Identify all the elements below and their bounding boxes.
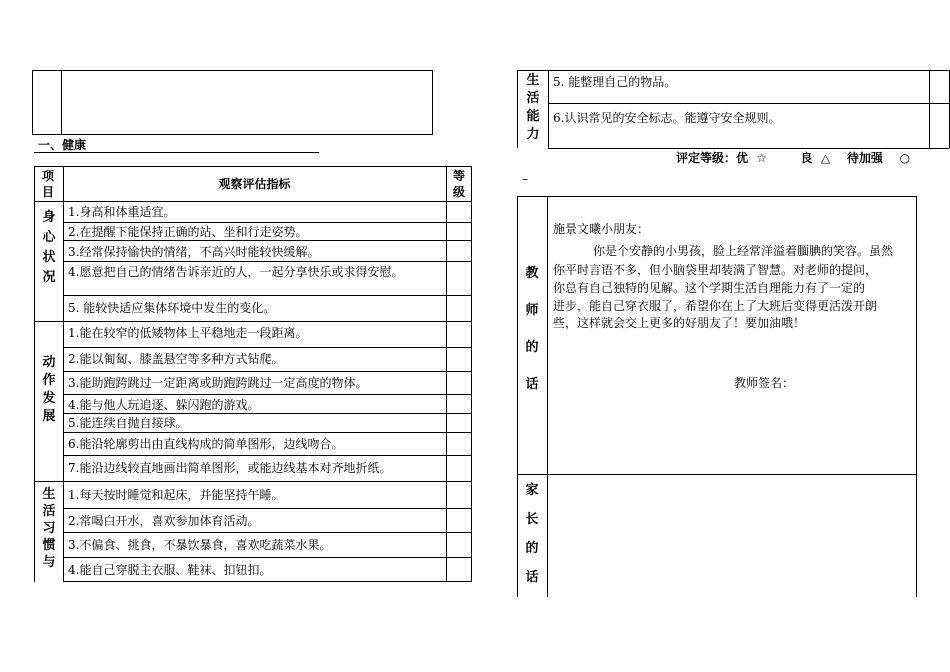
row-line [63,455,472,456]
row-line [63,508,472,509]
row-line [63,532,472,533]
header-indicator: 观察评估指标 [218,177,291,191]
health-row: 1.能在较窄的低矮物体上平稳地走一段距离。 [68,326,308,340]
teacher-body-line: 你总有自己独特的见解。这个学期生活自理能力有了一定的 [553,281,866,295]
row-line [63,413,472,414]
health-col-divider-1 [63,166,64,582]
top-empty-table [32,70,433,135]
teacher-body-line: 些，这样就会交上更多的好朋友了！要加油哦！ [553,316,806,330]
health-row: 3.能助跑跨跳过一定距离或助跑跨跳过一定高度的物体。 [68,376,368,390]
health-row: 4.愿意把自己的情绪告诉亲近的人，一起分享快乐或求得安慰。 [68,265,404,279]
row-line [63,581,472,582]
group-label-motor: 动作发展 [42,355,56,424]
life-row: 5. 能整理自己的物品。 [553,75,677,89]
top-empty-table-divider [61,70,62,135]
parent-label: 家长的话 [525,483,539,585]
health-row: 3.经常保持愉快的情绪，不高兴时能较快缓解。 [68,245,320,259]
health-row: 4.能自己穿脱主衣服、鞋袜、扣钮扣。 [68,563,272,577]
row-line [63,222,472,223]
teacher-label: 教师的话 [525,266,539,392]
row-line [63,432,472,433]
teacher-greeting: 施景文曦小朋友： [553,222,650,236]
section-title: 一、健康 [38,138,87,152]
teacher-body-line: 进步，能自己穿衣服了，希望你在上了大班后变得更活泼开朗 [553,299,878,313]
group-line [34,481,472,482]
health-header-line [34,201,472,202]
group-line [34,321,472,322]
row-line [63,261,472,262]
health-row: 2.常喝白开水，喜欢参加体育活动。 [68,514,260,528]
health-row: 3.不偏食、挑食，不暴饮暴食，喜欢吃蔬菜水果。 [68,538,332,552]
health-row: 2.在提醒下能保持正确的站、坐和行走姿势。 [68,225,308,239]
health-row: 6.能沿轮廓剪出由直线构成的简单图形，边线吻合。 [68,437,344,451]
health-col-divider-2 [446,166,447,582]
health-row: 4.能与他人玩追逐、躲闪跑的游戏。 [68,398,260,412]
dash-mark: – [522,172,528,186]
section-title-underline [34,152,319,153]
row-line [63,240,472,241]
row-line [63,557,472,558]
health-row: 1.每天按时睡觉和起床，并能坚持午睡。 [68,488,284,502]
life-skills-label: 生活能力 [526,73,540,142]
header-grade: 等级 [452,169,465,199]
health-row: 5.能连续自抛自接球。 [68,416,188,430]
teacher-body-line: 你平时言语不多，但小脑袋里却装满了智慧。对老师的提问， [553,263,878,277]
group-label-body-mind: 身心状况 [42,210,56,285]
life-table-bottom [548,148,949,149]
teacher-signature: 教师签名： [734,376,795,390]
row-line [63,347,472,348]
life-table-left [517,70,518,148]
rating-line: 评定等级：优 ☆ 良 △ 待加强 ○ [676,151,911,165]
life-table-div1 [548,70,549,148]
life-table-top [517,70,949,71]
health-row: 2.能以匍匐、膝盖悬空等多种方式钻爬。 [68,352,284,366]
life-table-div2 [929,70,930,148]
health-row: 5. 能较快适应集体环境中发生的变化。 [68,301,276,315]
life-row: 6.认识常见的安全标志。能遵守安全规则。 [553,111,781,125]
group-label-habits: 生活习惯与 [42,487,56,570]
health-row: 1.身高和体重适宜。 [68,205,176,219]
life-table-mid [548,103,949,104]
teacher-parent-divider [517,474,917,475]
header-item: 项目 [41,169,54,199]
teacher-box-divider [547,196,548,597]
row-line [63,295,472,296]
health-row: 7.能沿边线较直地画出简单图形，或能边线基本对齐地折纸。 [68,461,392,475]
teacher-body-line: 你是个安静的小男孩，脸上经常洋溢着腼腆的笑容。虽然 [593,244,894,258]
row-line [63,394,472,395]
row-line [63,371,472,372]
